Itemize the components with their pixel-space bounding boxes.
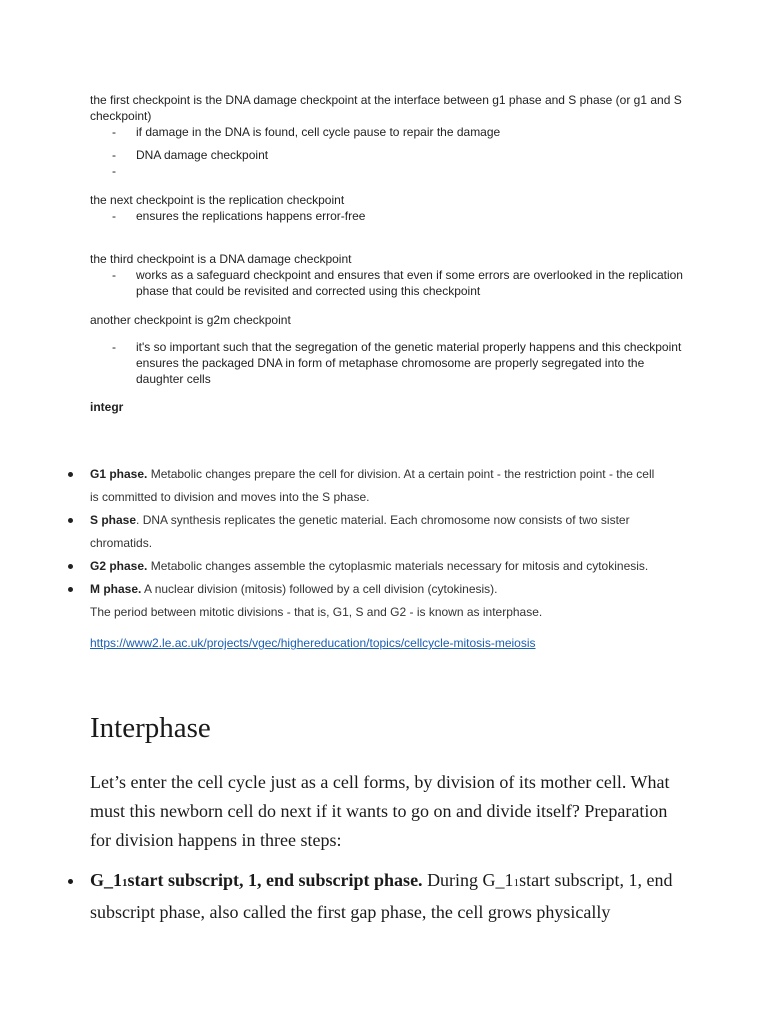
phase-item-m: M phase. A nuclear division (mitosis) followed by a cell division (cytokinesis).	[62, 578, 662, 601]
list-item: - DNA damage checkpoint	[90, 147, 690, 163]
list-item: - if damage in the DNA is found, cell cycle pause to repair the damage	[90, 124, 690, 140]
interphase-note: The period between mitotic divisions - that is, G1, S and G2 - is known as interphase.	[90, 605, 543, 619]
note-g2m-checkpoint: another checkpoint is g2m checkpoint	[90, 313, 291, 327]
intro-paragraph: Let’s enter the cell cycle just as a cell forms, by division of its mother cell. What must this newborn cell do next if it wants to go on and divide itself? Preparation for division happens in three steps:	[90, 772, 670, 850]
third-checkpoint-list	[90, 267, 690, 299]
phase-item-g2: G2 phase. Metabolic changes assemble the cytoplasmic materials necessary for mitosis and cytokinesis.	[62, 555, 662, 578]
list-item: - ensures the replications happens error-free	[90, 208, 690, 224]
g2m-checkpoint-list	[90, 339, 690, 387]
checkpoint-notes	[90, 92, 690, 415]
first-checkpoint-list	[90, 124, 690, 179]
list-item: G_11start subscript, 1, end subscript phase. During G_11start subscript, 1, end subscript phase, also called the first gap phase, the cell grows physically	[62, 866, 682, 927]
replication-checkpoint-list	[90, 208, 690, 224]
note-third-checkpoint: the third checkpoint is a DNA damage checkpoint	[90, 252, 352, 266]
section-heading: Interphase	[90, 712, 211, 744]
list-item	[90, 163, 690, 179]
note-integr: integr	[90, 400, 124, 414]
steps-list	[62, 866, 682, 927]
source-link[interactable]: https://www2.le.ac.uk/projects/vgec/highereducation/topics/cellcycle-mitosis-meiosis	[90, 636, 536, 650]
list-item: - it's so important such that the segregation of the genetic material properly happens and this checkpoint ensures the packaged DNA in form of metaphase chromosome are properly segregated into the daughter cells	[90, 339, 690, 387]
phase-item-g1: G1 phase. Metabolic changes prepare the cell for division. At a certain point - the restriction point - the cell is committed to division and moves into the S phase.	[62, 463, 662, 509]
phase-item-s: S phase. DNA synthesis replicates the genetic material. Each chromosome now consists of two sister chromatids.	[62, 509, 662, 555]
note-first-checkpoint: the first checkpoint is the DNA damage checkpoint at the interface between g1 phase and S phase (or g1 and S checkpoint)	[90, 93, 682, 123]
cell-cycle-phases	[62, 463, 662, 655]
note-replication-checkpoint: the next checkpoint is the replication checkpoint	[90, 193, 345, 207]
list-item: - works as a safeguard checkpoint and ensures that even if some errors are overlooked in the replication phase that could be revisited and corrected using this checkpoint	[90, 267, 690, 299]
